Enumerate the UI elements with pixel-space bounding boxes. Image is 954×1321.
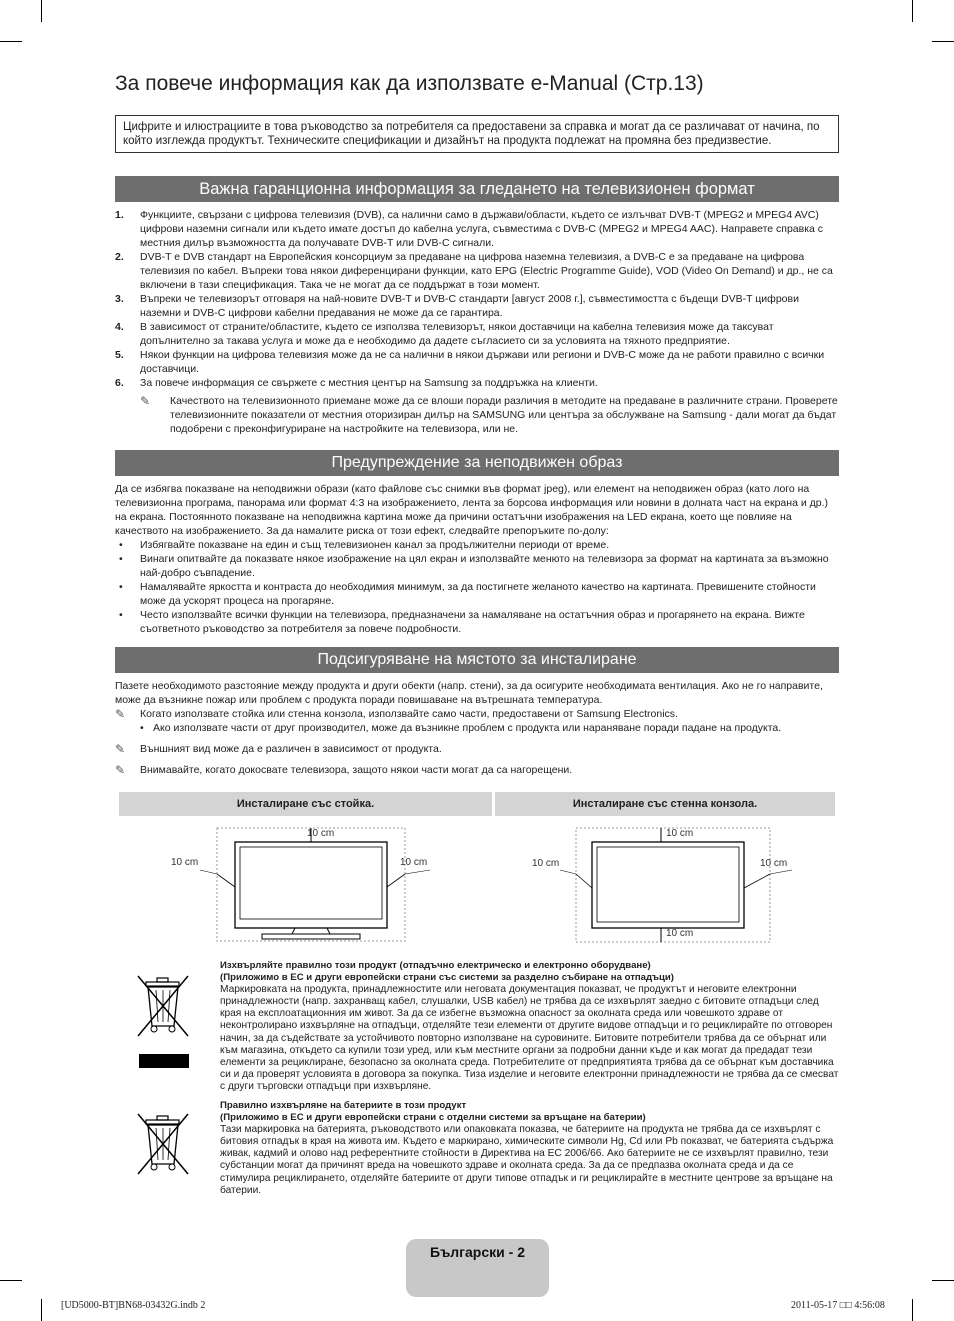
bullet-icon: • [119, 539, 123, 551]
clearance-label: 10 cm [171, 857, 199, 868]
list-item: • Ако използвате части от друг производител, може да възникне проблем с продукта или нараняване поради падане на продукта. [140, 722, 782, 734]
list-item: • Винаги опитвайте да показвате някое изображение на цял екран и използвайте менюто на телевизора за формат на картината за възможно най-добро съвпадение. [115, 552, 839, 580]
crop-mark [0, 1280, 22, 1281]
battery-disposal-text: Правилно изхвърляне на батериите в този продукт (Приложимо в ЕС и други европейски страни с отделни системи за връщане на батерии) Тази маркировка на батерията, ръководството или опаковката показва, че батериите на продукта не трябва да се изхвърлят с битовия отпадък в края на живота им. Където е маркирано, химическите символи Hg, Cd или Pb показват, че батерията съдържа живак, кадмий и олово над референтните стойности в Директива на ЕС 2006/66. Ако батериите не се изхвърлят правилно, тези субстанции могат да причинят вреда на човешкото здраве и околната среда. За да се предпазва околната среда и да се стимулира рециклирането, отделяйте батериите от други типове отпадък и ги рециклирайте в местните центрове за връщане на батерии. [220, 1100, 834, 1196]
section-heading-installation: Подсигуряване на мястото за инсталиране [115, 647, 839, 673]
bullet-icon: • [119, 553, 123, 565]
stand-install-label: Инсталиране със стойка. [119, 792, 492, 816]
page-number: Български - 2 [430, 1244, 525, 1260]
bullet-icon: • [119, 609, 123, 621]
pencil-note-icon: ✎ [115, 707, 126, 721]
clearance-label: 10 cm [307, 828, 335, 839]
pencil-note-icon: ✎ [115, 742, 126, 756]
pencil-note-icon: ✎ [140, 394, 151, 408]
crop-mark [41, 0, 42, 22]
list-item: • Често използвайте всички функции на телевизора, предназначени за намаляване на остатъчния образ и прогарянето на екрана. Вижте съответното ръководство за потребителя за повече подробности. [115, 608, 839, 636]
paragraph: Пазете необходимото разстояние между продукта и други обекти (напр. стени), за да осигурите необходимата вентилация. Ако не го направите, може да възникне пожар или проблем с продукта поради повишаване на вътрешната температура. [115, 680, 823, 706]
wall-install-label: Инсталиране със стенна конзола. [495, 792, 835, 816]
list-item: 6. За повече информация се свържете с местния център на Samsung за поддръжка на клиенти. [115, 377, 598, 389]
crop-mark [0, 41, 22, 42]
section-heading-still-image: Предупреждение за неподвижен образ [115, 450, 839, 476]
weee-disposal-text: Изхвърляйте правилно този продукт (отпадъчно електрическо и електронно оборудване) (Приложимо в ЕС и други европейски страни със системи за разделно събиране на отпадъци) Маркировката на продукта, принадлежностите или неговата документация показват, че продуктът и неговите електронни принадлежности (напр. захранващ кабел, слушалки, USB кабел) не трябва да се изхвърлят заедно с битовите отпадъци след края на експлоатационния им живот. За да се избегне възможна опасност за околната среда или човешкото здраве от неконтролирано изхвърляне на отпадъци, отделяйте тези елементи от другите видове отпадъци и го рециклирайте по отговорен начин, за да съдействате за устойчивото повторно използване на суровините. Битовите потребители трябва да се обърнат или към магазина, откъдето са купили този уред, или към местните органи за подробни данни къде и как могат да предадат тези елементи за рециклиране, безопасно за околната среда. Потребителите от предприятията трябва да се обърнат към доставчика си и да проверят условията в договора за покупка. Тиза изделие и неговите електронни принадлежности не трябва да се смесват с други търговски отпадъци при изхвърляне. [220, 960, 839, 1092]
bullet-icon: • [119, 581, 123, 593]
list-item: 1. Функциите, свързани с цифрова телевизия (DVB), са налични само в държави/области, където се излъчват DVB-T (MPEG2 и MPEG4 AVC) цифрови наземни сигнали или където имате достъп до кабелна услуга, съвместима с DVB-C (MPEG2 и MPEG4 AAC). Направете справка с местния дилър възможността да получавате DVB-T или DVB-C сигнали. [115, 209, 824, 249]
list-item: 4. В зависимост от страните/областите, където се използва телевизорът, някои доставчици на кабелна телевизия може да таксуват допълнително за такава услуга и може да е необходимо да дадете съгласието си за условията на тяхното предприятие. [115, 321, 774, 347]
note: ✎ Внимавайте, когато докосвате телевизора, защото някои части могат да са нагорещени. [115, 763, 573, 777]
print-file-info: [UD5000-BT]BN68-03432G.indb 2 [61, 1300, 206, 1311]
crop-mark [932, 41, 954, 42]
stand-installation-diagram [170, 822, 440, 944]
bullet-icon: • [140, 722, 144, 734]
crossed-out-bin-icon [134, 974, 194, 1070]
note: ✎ Когато използвате стойка или стенна конзола, използвайте само части, предоставени от Samsung Electronics. [115, 707, 678, 721]
installation-section [115, 679, 839, 777]
pencil-note-icon: ✎ [115, 763, 126, 777]
paragraph: Да се избягва показване на неподвижни образи (като файлове със снимки във формат jpeg), или елемент на неподвижен образ (като лого на телевизионна програма, панорама или формат 4:3 на изображението, лента за борсова информация или новини в долната част на екрана и др.) на екрана. Постоянното показване на неподвижна картина може да причини остатъчни изображения на LED екрана, което ще повлияе на качеството на изображението. За да намалите риска от този ефект, следвайте препоръките по-долу: [115, 483, 828, 537]
clearance-label: 10 cm [666, 828, 694, 839]
page-title: За повече информация как да използвате e-Manual (Стр.13) [115, 72, 704, 95]
print-timestamp: 2011-05-17 □□ 4:56:08 [791, 1300, 885, 1311]
list-item: • Избягвайте показване на един и същ телевизионен канал за продължителни периоди от време. [115, 538, 839, 552]
note: ✎ Външният вид може да е различен в зависимост от продукта. [115, 742, 442, 756]
section-heading-warranty: Важна гаранционна информация за гледането на телевизионен формат [115, 176, 839, 202]
crop-mark [912, 1299, 913, 1321]
clearance-label: 10 cm [666, 928, 694, 939]
crop-mark [932, 1280, 954, 1281]
list-item: 2. DVB-T е DVB стандарт на Европейския консорциум за предаване на цифрова наземна телевизия, а DVB-C е за предаване на цифрова телевизия по кабел. Въпреки това някои диференцирани функции, като EPG (Electric Programme Guide), VOD (Video On Demand) и др., не са включени в тази спецификация. Така че не могат да се поддържат в този момент. [115, 251, 833, 291]
list-item: 3. Въпреки че телевизорът отговаря на най-новите DVB-T и DVB-C стандарти [август 2008 г.], съвместимостта с бъдещи DVB-T цифрови наземни и DVB-C цифрови кабелни предавания не може да се гарантира. [115, 293, 799, 319]
list-item: • Намалявайте яркостта и контраста до необходимия минимум, за да постигнете желаното качество на картината. Превишените стойности може да ускорят процеса на прогаряне. [115, 580, 839, 608]
crop-mark [912, 0, 913, 22]
still-image-section [115, 482, 839, 636]
disclaimer-box: Цифрите и илюстрациите в това ръководство за потребителя са предоставени за справка и могат да се различават от начина, по който изглежда продуктът. Техническите спецификации и дизайнът на продукта подлежат на промяна без предизвестие. [115, 115, 839, 153]
list-item: 5. Някои функции на цифрова телевизия може да не са налични в някои държави или региони и DVB-C може да не работи правилно с всички доставчици. [115, 349, 825, 375]
note: ✎ Качеството на телевизионното приемане може да се влоши поради различия в методите на предаване в различните страни. Проверете телевизионните показатели от местния оторизиран дилър на SAMSUNG или центъра за обслужване на Samsung - дали могат да бъдат подобрени с преконфигуриране на настройките на телевизора, или не. [115, 394, 839, 436]
warranty-list [115, 208, 839, 436]
wall-installation-diagram [530, 822, 800, 944]
clearance-label: 10 cm [532, 858, 560, 869]
clearance-label: 10 cm [400, 857, 428, 868]
crop-mark [41, 1299, 42, 1321]
clearance-label: 10 cm [760, 858, 788, 869]
battery-bin-icon [134, 1112, 194, 1182]
